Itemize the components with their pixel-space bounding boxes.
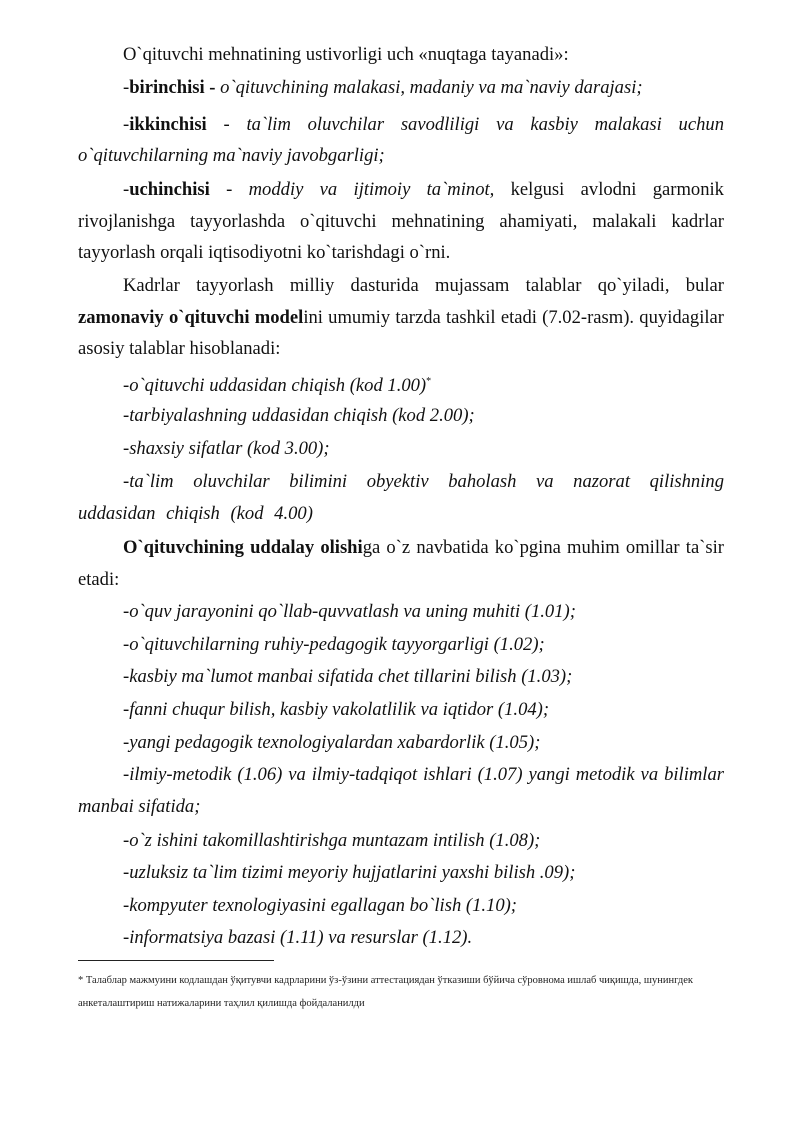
point-second-cont: o`qituvchilarning ma`naviy javobgarligi; (78, 145, 385, 166)
footnote (78, 969, 738, 1015)
req-3: -shaxsiy sifatlar (kod 3.00); (123, 438, 330, 459)
footnote-text: * Талаблар мажмуини кодлашдан ўқитувчи кадрларини ўз-ўзини аттестациядан ўтказиши бўйича сўровнома ишлаб чиқишда, шунингдек анкеталаштириш натижаларини таҳлил қилишда фойдаланилди (78, 975, 693, 1009)
req-2: -tarbiyalashning uddasidan chiqish (kod 2.00); (123, 405, 475, 426)
point-first: -birinchisi - o`qituvchining malakasi, madaniy va ma`naviy darajasi; (123, 77, 643, 98)
factor-1: -o`quv jarayonini qo`llab-quvvatlash va uning muhiti (1.01); (123, 601, 576, 622)
factor-8: -uzluksiz ta`lim tizimi meyoriy hujjatlarini yaxshi bilish .09); (123, 862, 576, 883)
factors-intro: O`qituvchining uddalay olishiga o`z navbatida ko`pgina muhim omillar ta`sir etadi: (78, 537, 724, 590)
footnote-divider (78, 960, 274, 961)
factor-3: -kasbiy ma`lumot manbai sifatida chet tillarini bilish (1.03); (123, 666, 573, 687)
intro-line (78, 39, 724, 71)
model-paragraph: Kadrlar tayyorlash milliy dasturida mujassam talablar qo`yiladi, bular zamonaviy o`qituvchi modelini umumiy tarzda tashkil etadi (7.02-rasm). quyidagilar asosiy talablar hisoblanadi: (78, 275, 724, 359)
factor-7: -o`z ishini takomillashtirishga muntazam intilish (1.08); (123, 830, 541, 851)
req-1: -o`qituvchi uddasidan chiqish (kod 1.00)* (123, 375, 432, 397)
req-4: -ta`lim oluvchilar bilimini obyektiv baholash va nazorat qilishning uddasidan chiqish (kod 4.00) (78, 471, 724, 524)
factor-2: -o`qituvchilarning ruhiy-pedagogik tayyorgarligi (1.02); (123, 634, 545, 655)
point-second: -ikkinchisi - ta`lim oluvchilar savodliligi va kasbiy malakasi uchun (123, 114, 724, 135)
factor-4: -fanni chuqur bilish, kasbiy vakolatlilik va iqtidor (1.04); (123, 699, 550, 720)
factor-6: -ilmiy-metodik (1.06) va ilmiy-tadqiqot ishlari (1.07) yangi metodik va bilimlar manbai sifatida; (78, 764, 724, 817)
factor-9: -kompyuter texnologiyasini egallagan bo`lish (1.10); (123, 895, 518, 916)
factor-10: -informatsiya bazasi (1.11) va resurslar (1.12). (123, 927, 473, 948)
factor-5: -yangi pedagogik texnologiyalardan xabardorlik (1.05); (123, 732, 541, 753)
intro-text: O`qituvchi mehnatining ustivorligi uch «nuqtaga tayanadi»: (123, 44, 569, 65)
footnote-mark: * (426, 376, 432, 387)
point-third: -uchinchisi - moddiy va ijtimoiy ta`minot, kelgusi avlodni garmonik rivojlanishga tayyorlashda o`qituvchi mehnatining ahamiyati, malakali kadrlar tayyorlash orqali iqtisodiyotni ko`tarishdagi o`rni. (78, 179, 724, 263)
